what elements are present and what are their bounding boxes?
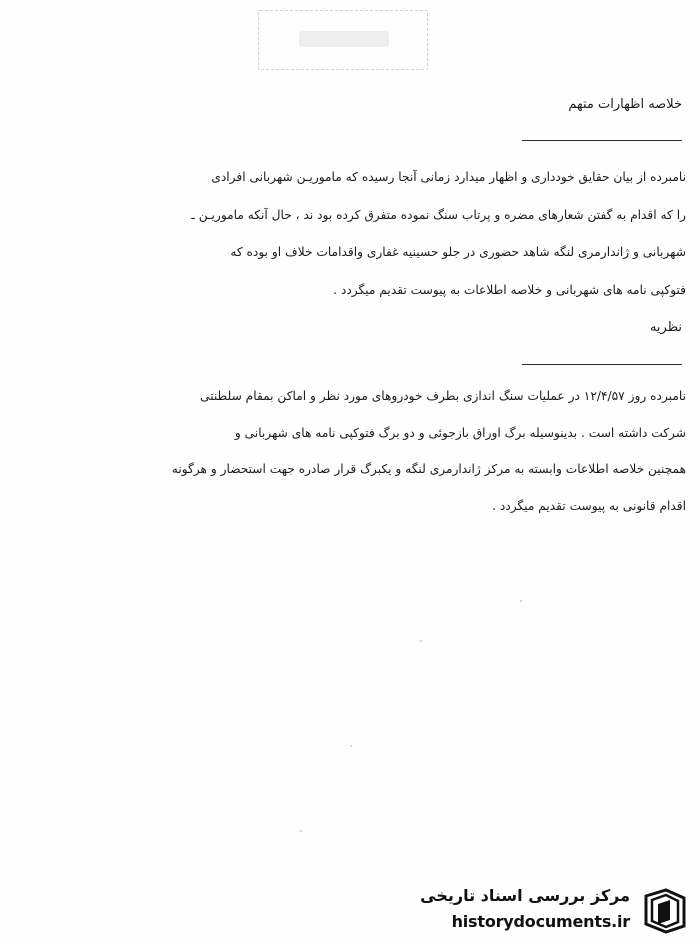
archive-watermark [400,882,690,940]
heading-defendant-statements: خلاصه اظهارات متهم [568,97,682,112]
archive-logo-icon [640,886,690,936]
paragraph2-line: شرکت داشته است . بدینوسیله برگ اوراق بازجوئی و دو برگ فتوکپی نامه های شهربانی و [234,426,686,440]
paragraph2-line: اقدام قانونی به پیوست تقدیم میگردد . [492,499,686,513]
paragraph1-line: شهربانی و ژاندارمری لنگه شاهد حضوری در جلو حسینیه غفاری واقدامات خلاف او بوده که [230,245,686,259]
opinion-underline [522,364,682,365]
heading-opinion: نظریه [649,320,682,335]
paragraph1-line: نامبرده از بیان حقایق خودداری و اظهار میدارد زمانی آنجا رسیده که ماموریـن شهربانی افرادی [211,170,686,184]
paragraph1-line: را که اقدام به گفتن شعارهای مضره و پرتاب سنگ نموده متفرق کرده بود ند ، حال آنکه ماموریـن ـ [191,208,686,222]
heading-underline [522,140,682,141]
faint-stamp [258,10,428,70]
paragraph2-line: نامبرده روز ۱۲/۴/۵۷ در عملیات سنگ اندازی بطرف خودروهای مورد نظر و اماکن بمقام سلطنتی [200,389,686,403]
paragraph2-line: همچنین خلاصه اطلاعات وابسته به مرکز ژاندارمری لنگه و یکبرگ قرار صادره جهت استحضار و هرگونه [171,462,686,476]
archive-name: مرکز بررسی اسناد تاریخی [420,886,630,905]
archive-url: historydocuments.ir [451,912,630,931]
paragraph1-line: فتوکپی نامه های شهربانی و خلاصه اطلاعات به پیوست تقدیم میگردد . [333,283,686,297]
